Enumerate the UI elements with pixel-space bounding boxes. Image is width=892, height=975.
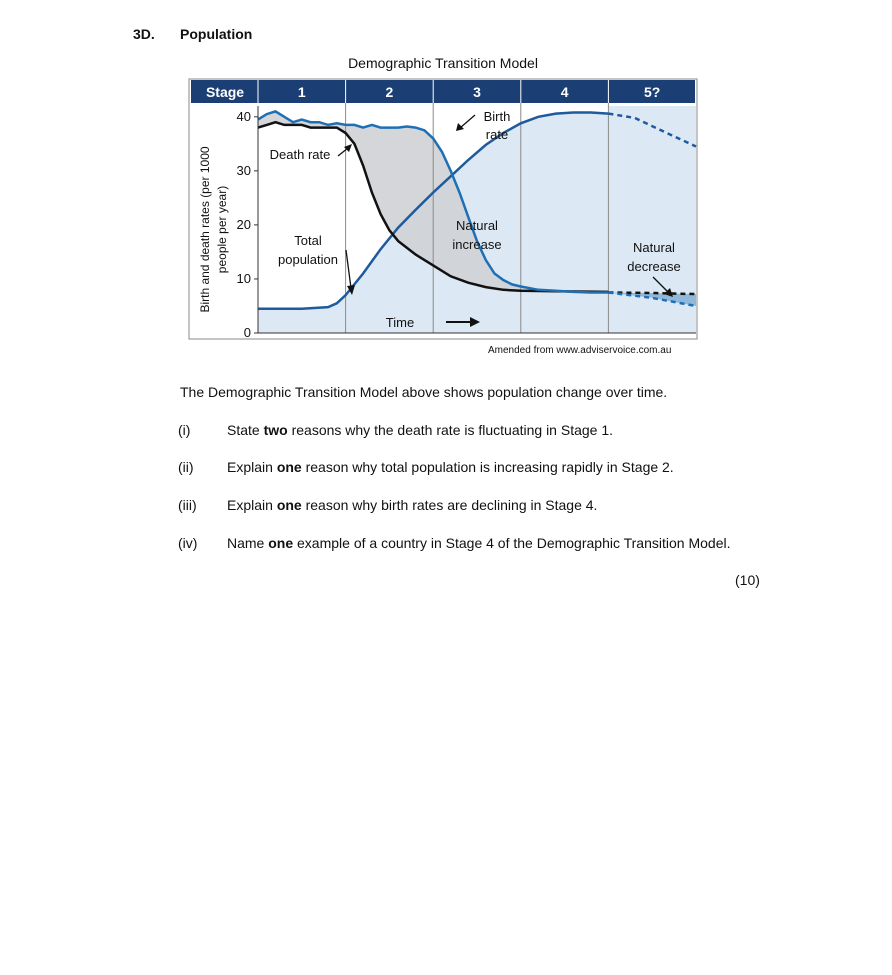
total-population-label-line1: Total [294,233,322,248]
x-axis-label: Time [385,315,415,330]
natural-decrease-label-line2: decrease [627,259,681,274]
question-text-iv: Name one example of a country in Stage 4 of the Demographic Transition Model. [227,535,731,551]
y-tick-label-0: 0 [243,325,251,340]
question-text-ii: Explain one reason why total population is increasing rapidly in Stage 2. [227,459,674,475]
marks-total: (10) [735,572,760,588]
question-label-i: (i) [178,422,191,438]
stage-header-label: Stage [205,84,245,100]
birth-rate-label-line2: rate [485,127,509,142]
y-tick-label-10: 10 [236,270,251,286]
total-population-label-line2: population [278,252,338,267]
y-tick-label-30: 30 [236,162,251,178]
chart-title: Demographic Transition Model [348,55,538,71]
stage-label-1: 1 [297,84,306,100]
source-credit: Amended from www.adviservoice.com.au [488,345,672,356]
stage-label-3: 3 [473,84,481,100]
natural-decrease-label-line1: Natural [633,240,675,255]
question-title: Population [180,26,253,42]
question-text-iii: Explain one reason why birth rates are declining in Stage 4. [227,497,598,513]
stage-label-5: 5? [644,84,661,100]
stage-label-2: 2 [385,84,394,100]
y-axis-label-line2: people per year) [215,185,229,274]
y-axis-label-line1: Birth and death rates (per 1000 [198,146,212,313]
stage-header-bar [191,80,695,103]
demographic-transition-chart [188,78,698,340]
y-tick-label-20: 20 [236,216,251,232]
question-label-ii: (ii) [178,459,194,475]
question-number: 3D. [133,26,155,42]
natural-increase-label-line2: increase [452,237,502,252]
stage-label-4: 4 [560,84,569,100]
question-label-iii: (iii) [178,497,197,513]
y-tick-label-40: 40 [236,108,251,124]
birth-rate-label-line1: Birth [483,109,511,124]
intro-text: The Demographic Transition Model above shows population change over time. [180,384,668,400]
natural-increase-label-line1: Natural [456,218,498,233]
question-label-iv: (iv) [178,535,198,551]
question-text-i: State two reasons why the death rate is fluctuating in Stage 1. [227,422,614,438]
death-rate-label: Death rate [269,147,331,162]
